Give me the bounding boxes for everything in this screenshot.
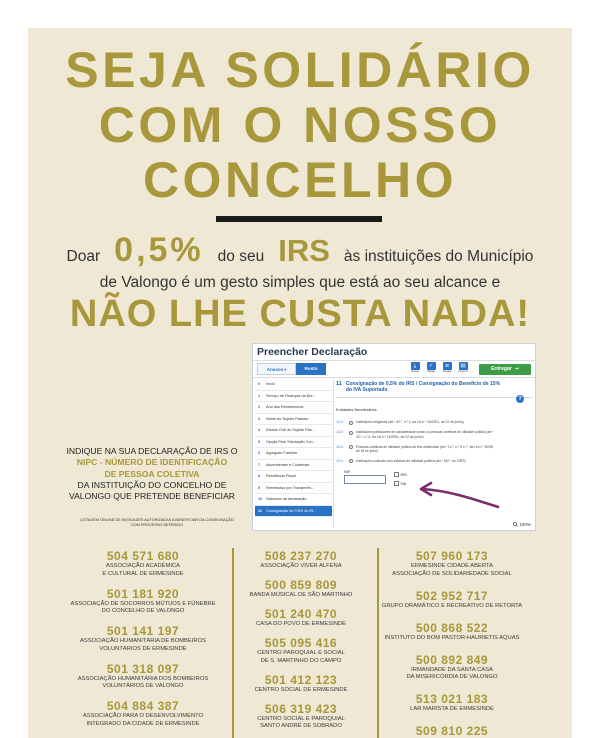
sidebar-item-number: 10 [258,497,263,501]
sidebar-item-number: 9 [258,485,261,490]
entity-entry [236,674,366,695]
sidebar-item-label: Ano dos Rendimentos [266,405,304,409]
sidebar-item-label: Residência Fiscal [266,474,296,478]
option-code: 1101 [336,420,344,425]
option-label: Pessoas coletivas de utilidade pública de fins ambientais (art.º 14.º, n.º 6 e 7, da Lei n.º 35/98, de 18 de julho) [356,444,494,454]
arrow-right-icon: → [514,366,519,372]
entity-name-line: DA MISERICÓRDIA DE VALONGO [406,674,498,680]
sidebar-item-label: Reembolso por Transferên... [266,485,315,490]
option-label: Instituições particulares de solidariedade social ou pessoas coletivas de utilidade pública (art.º 32.º, n.º 6, da Lei n.º 16/2001, de 22 de junho) [356,430,494,439]
entity-entry [236,550,366,571]
tagline: NÃO LHE CUSTA NADA! [69,293,531,335]
tab-anexos-label: Anexos [266,367,284,372]
intro-percent: 0,5% [114,231,204,269]
sidebar-item[interactable] [255,448,332,460]
entity-nipc: 506 319 423 [264,701,338,716]
entity-entry [372,550,532,578]
zoom-level: 100% [519,522,531,527]
entity-name-line: DE S. MARTINHO DO CAMPO [260,657,342,664]
sidebar-item[interactable] [255,494,332,506]
checkbox-box[interactable] [394,472,399,477]
entity-name-line: CASA DO POVO DE ERMESINDE [256,621,346,627]
entity-entry [63,663,223,691]
entity-option[interactable] [336,459,532,463]
tool-button[interactable] [457,362,469,374]
listing-note-line: LISTAGEM ONLINE DE ENTIDADES AUTORIZADAS A BENEFICIAR DA CONSIGNAÇÃO [80,518,234,522]
nif-input[interactable] [344,475,386,484]
intro-line-1 [28,230,572,277]
entity-column [372,550,532,738]
sidebar-item-label: Início [266,382,276,386]
option-label: Instituições religiosas (art.º 32.º, n.º 4, da Lei n.º 16/2001, de 22 de junho) [356,420,464,425]
entity-entry [236,703,366,731]
sidebar-item[interactable] [255,425,332,437]
tool-button[interactable] [441,362,453,374]
tab-anexos[interactable] [257,363,296,375]
entity-name-line: VOLUNTÁRIOS DE ERMESINDE [99,645,187,652]
sidebar-item[interactable] [255,437,332,449]
iva-checkbox[interactable] [394,479,407,488]
entity-entry [63,588,223,616]
sidebar-item-number: 5 [258,439,261,444]
radio-button[interactable] [349,445,353,449]
tool-button[interactable] [425,362,437,374]
tax-form-screenshot [252,343,536,531]
instruction-line-highlight: NIPC - NÚMERO DE IDENTIFICAÇÃO [76,457,228,468]
entity-entry [372,725,532,738]
entity-nipc: 502 952 717 [415,588,489,603]
entity-nipc: 500 868 522 [415,620,489,635]
sidebar-item-number: 1 [258,393,261,398]
submit-button[interactable] [479,364,531,375]
sidebar-item[interactable] [255,483,332,495]
intro-line-2: de Valongo é um gesto simples que está ao seu alcance e [99,274,501,291]
entity-nipc: 501 240 470 [264,607,338,621]
print-icon: ▤ [460,363,466,369]
section-title [346,381,500,393]
entity-name-line: INTEGRADO DA CIDADE DE ERMESINDE [86,720,200,727]
section-header [336,381,532,393]
sidebar-item-label: Agregado Familiar [266,451,298,455]
instruction-text [60,446,244,502]
sidebar-item-number: 6 [258,451,261,455]
sidebar-item-number: 7 [258,462,261,467]
entity-nipc: 504 571 680 [106,549,180,563]
entity-name-line: INSTITUTO DO BOM PASTOR-HAURIETIS AQUAS [384,634,520,641]
entity-entry [236,579,366,600]
sidebar-item-number: 8 [258,474,261,478]
entity-entry [372,693,532,714]
entity-nipc: 500 859 809 [264,578,338,592]
radio-button[interactable] [349,431,353,435]
instruction-line: INDIQUE NA SUA DECLARAÇÃO DE IRS O [66,446,238,456]
divider-bar [216,216,382,222]
entity-entry [63,700,223,728]
form-title: Preencher Declaração [257,346,368,358]
form-separator [253,377,535,378]
entity-name-line: LAR MARISTA DE ERMESINDE [410,706,494,712]
entity-name-line: GRUPO DRAMÁTICO E RECREATIVO DE RETORTA [381,602,523,609]
sidebar-item[interactable] [255,460,332,472]
headline-line: CONCELHO [142,152,458,208]
form-separator [253,360,535,361]
intro-doar: Doar [66,248,101,265]
entity-name-line: ASSOCIAÇÃO VIVER ALFENA [260,563,342,569]
option-code: 1104 [336,459,344,464]
tab-rosto[interactable]: Rosto [296,363,326,375]
sidebar-item-label: Opção Pela Tributação Con... [266,439,316,444]
entity-nipc: 504 884 387 [106,699,180,713]
entity-nipc: 507 960 173 [415,549,489,563]
irs-checkbox-label: IRS [400,472,407,477]
entity-nipc: 501 412 123 [264,672,338,687]
entity-entry [372,622,532,643]
checkbox-box[interactable] [394,481,399,486]
entity-entry [372,654,532,682]
tool-button[interactable] [409,362,421,374]
entity-name-line: CENTRO PAROQUIAL E SOCIAL [257,650,345,656]
tool-label: Gravar [411,370,419,373]
sidebar-item-label: Estado Civil do Sujeito Pas... [266,428,315,432]
sidebar-item-label: Serviço de Finanças da Áre... [266,393,316,398]
sidebar-item-label: Consignação de 0,5% do IR... [266,508,317,513]
sidebar-item-number: 2 [258,405,261,409]
irs-checkbox[interactable] [394,470,407,479]
entity-name-line: ASSOCIAÇÃO HUMANITÁRIA DOS BOMBEIROS [77,675,209,682]
entity-name-line: CENTRO SOCIAL E PAROQUIAL [257,715,345,722]
entity-nipc: 508 237 270 [264,549,338,563]
listing-note-line: COM PROCESSO DEFERIDO [130,522,184,527]
section-title-line: do IVA Suportado [345,387,388,394]
entity-option[interactable] [336,430,532,439]
entity-name-line: ASSOCIAÇÃO DE SOLIDARIEDADE SOCIAL [392,570,512,577]
entity-entry [236,637,366,665]
entity-name-line: BANDA MUSICAL DE SÃO MARTINHO [249,592,353,598]
section-separator [336,397,532,398]
entity-nipc: 505 095 416 [264,636,338,650]
headline [28,43,572,208]
intro-irs: IRS [278,233,330,268]
sidebar-item[interactable] [255,414,332,426]
tool-label: Imprimir [458,370,468,373]
option-code: 1103 [336,444,344,449]
entity-name-line: CENTRO SOCIAL DE ERMESINDE [254,686,348,693]
form-sidebar [255,379,332,517]
sidebar-item-number: 11 [258,508,263,513]
form-toolbar [409,362,469,374]
simulate-icon: ≡ [443,362,452,370]
tax-checkboxes [394,470,407,488]
sidebar-item-number: 3 [258,416,261,421]
sidebar-item[interactable] [255,379,332,391]
submit-label: Entregar [491,366,512,372]
entity-nipc: 501 318 097 [106,661,180,676]
entity-name-line: SANTO ANDRÉ DE SOBRADO [260,723,342,729]
tool-label: Simular [442,370,452,373]
entity-name-line: ASSOCIAÇÃO PARA O DESENVOLVIMENTO [82,713,204,719]
sidebar-item[interactable] [255,402,332,414]
instruction-line: VALONGO QUE PRETENDE BENEFICIAR [68,491,236,502]
nif-label: NIF [344,469,351,475]
sidebar-item-number: 0 [258,382,261,386]
entity-entry [236,608,366,629]
sidebar-item[interactable] [255,506,332,518]
headline-line: SEJA SOLIDÁRIO [65,42,535,98]
entity-nipc: 501 181 920 [106,586,180,601]
entity-option[interactable] [336,420,532,424]
entity-options [336,420,532,463]
magnifier-icon [513,522,518,527]
entity-entry [63,625,223,653]
instruction-line: DA INSTITUIÇÃO DO CONCELHO DE [77,479,227,490]
sidebar-item[interactable] [255,391,332,403]
entity-name-line: ASSOCIAÇÃO DE SOCORROS MÚTUOS E FÚNEBRE [70,600,216,607]
tool-label: Validar [427,370,435,373]
entities-heading: Entidades Beneficiárias [336,407,377,413]
entity-name-line: ASSOCIAÇÃO HUMANITÁRIA DE BOMBEIROS [80,638,206,644]
validate-icon: ✓ [427,362,436,370]
form-content [336,381,532,488]
option-code: 1102 [336,430,344,435]
entity-column [63,550,223,728]
entity-entry [372,590,532,611]
entity-entry [63,550,223,578]
entity-name-line: ASSOCIAÇÃO ACADÉMICA [105,563,181,569]
listing-note [62,518,252,527]
section-number: 11 [336,381,342,387]
headline-line: COM O NOSSO [98,97,502,153]
intro-municipio: às instituições do Município [343,248,534,265]
entity-nipc: 501 141 197 [106,624,180,638]
entity-name-line: VOLUNTÁRIOS DE VALONGO [102,683,184,689]
sidebar-item-label: Natureza da declaração [266,497,307,501]
column-divider [232,548,234,738]
entity-column [236,550,366,731]
entity-name-line: ERMESINDE CIDADE ABERTA [411,563,493,569]
entity-name-line: E CULTURAL DE ERMESINDE [102,570,184,577]
entity-option[interactable] [336,445,532,454]
radio-button[interactable] [349,459,353,463]
sidebar-item[interactable] [255,471,332,483]
iva-checkbox-label: IVA [400,481,407,486]
sidebar-item-label: Ascendentes e Colaterais [266,462,310,467]
sidebar-item-label: Nome do Sujeito Passivo [266,416,309,421]
section-title-line: Consignação de 0,5% do IRS / Consignação do Benefício de 15% [345,381,501,387]
save-icon: ⤓ [411,362,420,370]
zoom-control[interactable] [513,522,531,527]
option-label: Instituições culturais com estatuto de utilidade pública (art.º 152.º do CIRS) [356,459,466,464]
entity-name-line: DO CONCELHO DE VALONGO [101,608,185,614]
entity-nipc: 509 810 225 [415,724,489,738]
chevron-down-icon: ▾ [284,367,287,372]
instruction-line-highlight: DE PESSOA COLETIVA [104,468,200,479]
entity-name-line: IRMANDADE DA SANTA CASA [411,666,493,673]
radio-button[interactable] [349,421,353,425]
entity-nipc: 500 892 849 [415,652,489,667]
nif-block [344,469,532,488]
entity-nipc: 513 021 183 [415,692,489,706]
help-icon[interactable]: ? [516,395,524,403]
form-column-separator [333,378,334,528]
intro-do-seu: do seu [217,248,265,265]
sidebar-item-number: 4 [258,428,261,432]
